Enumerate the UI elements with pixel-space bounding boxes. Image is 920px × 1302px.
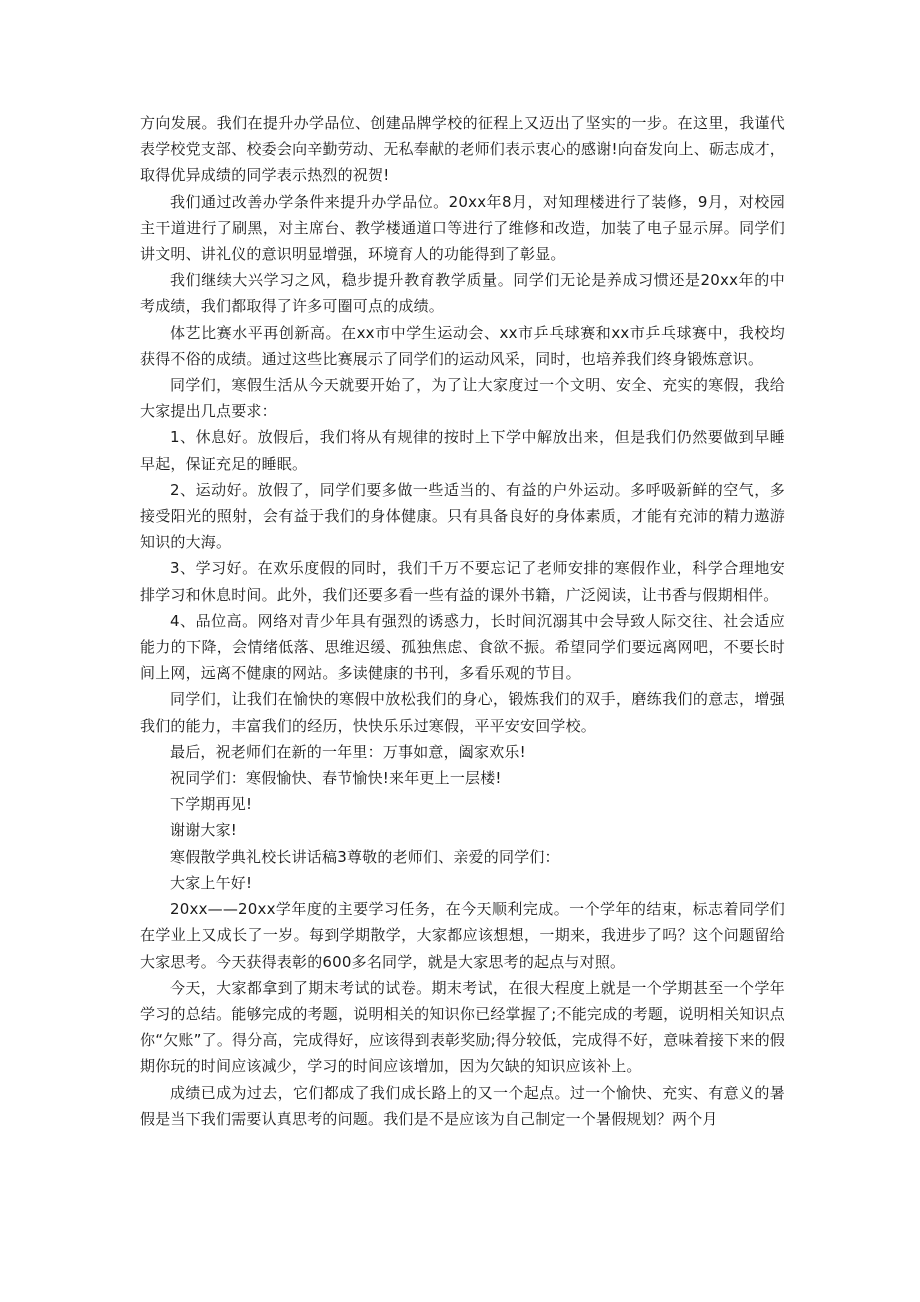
paragraph-6: 1、休息好。放假后，我们将从有规律的按时上下学中解放出来，但是我们仍然要做到早睡早起，保证充足的睡眠。 (140, 428, 785, 473)
paragraph-4: 体艺比赛水平再创新高。在xx市中学生运动会、xx市乒乓球赛和xx市乒乓球赛中，我校均获得不俗的成绩。通过这些比赛展示了同学们的运动风采，同时，也培养我们终身锻炼意识。 (140, 323, 785, 368)
paragraph-14: 谢谢大家! (170, 821, 238, 840)
paragraph-12: 祝同学们：寒假愉快、春节愉快!来年更上一层楼! (170, 769, 502, 788)
paragraph-17: 20xx——20xx学年度的主要学习任务，在今天顺利完成。一个学年的结束，标志着同学们在学业上又成长了一岁。每到学期散学，大家都应该想想，一期来，我进步了吗？这个问题留给大家思考。今天获得表彰的600多名同学，就是大家思考的起点与对照。 (140, 900, 785, 971)
paragraph-3: 我们继续大兴学习之风，稳步提升教育教学质量。同学们无论是养成习惯还是20xx年的中考成绩，我们都取得了许多可圈可点的成绩。 (140, 271, 785, 316)
paragraph-1: 方向发展。我们在提升办学品位、创建品牌学校的征程上又迈出了坚实的一步。在这里，我谨代表学校党支部、校委会向辛勤劳动、无私奉献的老师们表示衷心的感谢!向奋发向上、砺志成才，取得优异成绩的同学表示热烈的祝贺! (140, 114, 785, 185)
paragraph-11: 最后，祝老师们在新的一年里：万事如意，阖家欢乐! (170, 742, 526, 761)
paragraph-5: 同学们，寒假生活从今天就要开始了，为了让大家度过一个文明、安全、充实的寒假，我给大家提出几点要求： (140, 376, 785, 421)
document-body (140, 110, 785, 1132)
paragraph-13: 下学期再见! (170, 795, 253, 814)
paragraph-16: 大家上午好! (170, 873, 253, 892)
paragraph-15: 寒假散学典礼校长讲话稿3尊敬的老师们、亲爱的同学们： (170, 847, 560, 866)
paragraph-8: 3、学习好。在欢乐度假的同时，我们千万不要忘记了老师安排的寒假作业，科学合理地安排学习和休息时间。此外，我们还要多看一些有益的课外书籍，广泛阅读，让书香与假期相伴。 (140, 559, 785, 604)
paragraph-19: 成绩已成为过去，它们都成了我们成长路上的又一个起点。过一个愉快、充实、有意义的暑假是当下我们需要认真思考的问题。我们是不是应该为自己制定一个暑假规划？两个月 (140, 1083, 785, 1128)
paragraph-7: 2、运动好。放假了，同学们要多做一些适当的、有益的户外运动。多呼吸新鲜的空气，多接受阳光的照射，会有益于我们的身体健康。只有具备良好的身体素质，才能有充沛的精力遨游知识的大海。 (140, 480, 785, 552)
paragraph-10: 同学们，让我们在愉快的寒假中放松我们的身心，锻炼我们的双手，磨练我们的意志，增强我们的能力，丰富我们的经历，快快乐乐过寒假，平平安安回学校。 (140, 690, 785, 735)
paragraph-9: 4、品位高。网络对青少年具有强烈的诱惑力，长时间沉溺其中会导致人际交往、社会适应能力的下降，会情绪低落、思维迟缓、孤独焦虑、食欲不振。希望同学们要远离网吧，不要长时间上网，远离不健康的网站。多读健康的书刊，多看乐观的节目。 (140, 611, 785, 683)
paragraph-2: 我们通过改善办学条件来提升办学品位。20xx年8月，对知理楼进行了装修，9月，对校园主干道进行了刷黑，对主席台、教学楼通道口等进行了维修和改造，加装了电子显示屏。同学们讲文明、讲礼仪的意识明显增强，环境育人的功能得到了彰显。 (140, 192, 785, 264)
paragraph-18: 今天，大家都拿到了期末考试的试卷。期末考试，在很大程度上就是一个学期甚至一个学年学习的总结。能够完成的考题，说明相关的知识你已经掌握了;不能完成的考题，说明相关知识点你“欠账”了。得分高，完成得好，应该得到表彰奖励;得分较低，完成得不好，意味着接下来的假期你玩的时间应该减少，学习的时间应该增加，因为欠缺的知识应该补上。 (140, 978, 785, 1076)
